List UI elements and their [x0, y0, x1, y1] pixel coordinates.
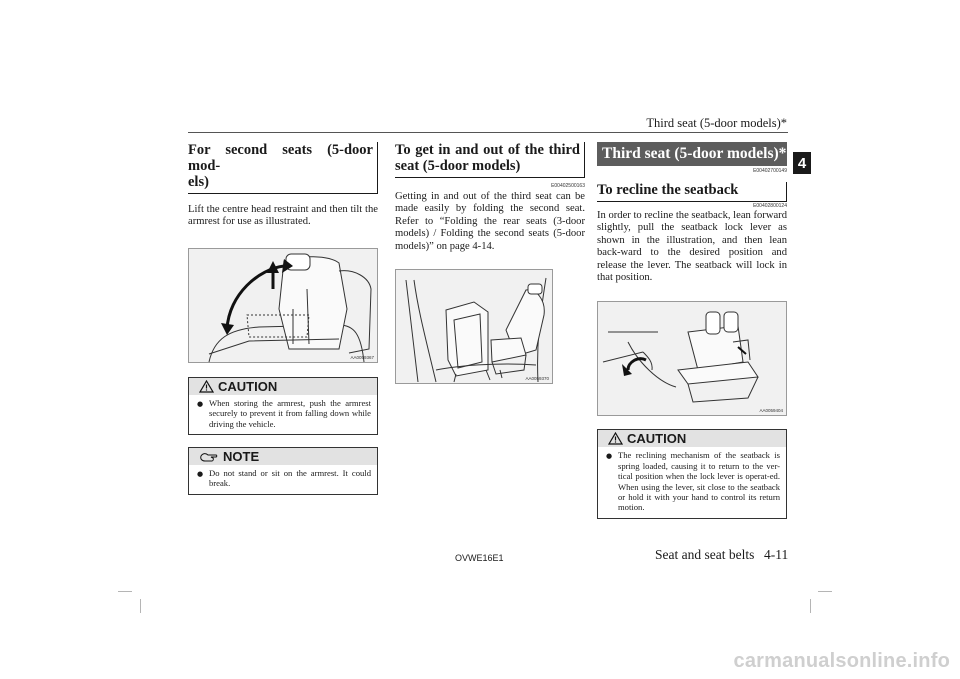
caution-box-recline	[597, 429, 787, 518]
page-number: 4-11	[764, 547, 789, 562]
section-code: E00402500163	[551, 183, 585, 189]
chapter-tab[interactable]: 4	[793, 152, 811, 174]
heading-code: E00402800124	[753, 203, 787, 209]
armrest-paragraph: Lift the centre head restraint and then tilt the armrest for use as illustrated.	[188, 204, 378, 228]
column-get-in-out	[395, 142, 585, 384]
header-rule	[188, 132, 788, 133]
heading-second-seats	[188, 142, 378, 194]
recline-paragraph: In order to recline the seatback, lean forward slightly, pull the seatback lock lever as shown in the illustration, and then lean back-ward to the desired position and release the lever. The seatback will lock in that position.	[597, 210, 788, 284]
caution-box-armrest	[188, 377, 378, 435]
section-title-third-seat: Third seat (5-door models)*	[597, 142, 787, 166]
armrest-illustration	[188, 248, 378, 363]
heading-line-1: For second seats (5-door mod-	[188, 142, 373, 174]
page-code: OVWE16E1	[455, 553, 504, 563]
column-second-seats	[188, 142, 378, 495]
caution-label: CAUTION	[218, 378, 278, 394]
warning-triangle-icon	[199, 380, 214, 393]
folding-seat-drawing	[396, 270, 554, 385]
figure-code: AA0059367	[350, 354, 374, 360]
figure-code: AA0059370	[525, 376, 549, 382]
watermark[interactable]: carmanualsonline.info	[733, 650, 950, 672]
note-label: NOTE	[223, 449, 260, 465]
caution-header	[598, 430, 786, 447]
caution-text: When storing the armrest, push the armrest securely to prevent it from falling down while driving the vehicle.	[209, 397, 371, 429]
recline-lever-drawing	[598, 302, 788, 417]
hand-note-icon	[199, 450, 219, 463]
heading-line-1: To get in and out of the third	[395, 142, 580, 158]
caution-header	[189, 378, 377, 395]
note-header	[189, 448, 377, 465]
heading-line-2: els)	[188, 174, 209, 190]
crop-mark	[140, 599, 141, 613]
heading-recline-text: To recline the seatback	[597, 182, 739, 198]
column-third-seat	[597, 142, 787, 519]
crop-mark	[810, 599, 811, 613]
get-in-out-paragraph: Getting in and out of the third seat can be made easily by folding the second seat. Refer to “Folding the rear seats (3-door models) / Folding the second seats (5-door models)” on page 4-14.	[395, 191, 585, 252]
figure-code: AA0059404	[759, 408, 783, 414]
bullet-icon: ●	[197, 399, 204, 408]
note-box-armrest	[188, 447, 378, 495]
heading-get-in-out	[395, 142, 585, 178]
running-head: Third seat (5-door models)*	[646, 116, 787, 130]
heading-recline	[597, 182, 787, 202]
folding-seat-illustration	[395, 269, 553, 384]
recline-lever-illustration	[597, 301, 787, 416]
bullet-icon: ●	[197, 470, 204, 479]
armrest-drawing	[189, 249, 379, 364]
note-text: Do not stand or sit on the armrest. It could break.	[209, 468, 371, 489]
bullet-icon: ●	[606, 452, 613, 461]
section-code: E00402700149	[753, 168, 787, 174]
caution-label: CAUTION	[627, 431, 687, 447]
warning-triangle-icon	[608, 432, 623, 445]
crop-mark	[818, 591, 832, 592]
heading-line-2: seat (5-door models)	[395, 158, 521, 174]
caution-text: The reclining mechanism of the seatback is spring loaded, causing it to return to the ver-tical position when the lock lever is operat-ed. When using the lever, sit close to the seatback or hold it with your hand to control its return motion.	[618, 450, 780, 513]
crop-mark	[118, 591, 132, 592]
footer-section-title: Seat and seat belts	[655, 547, 755, 562]
